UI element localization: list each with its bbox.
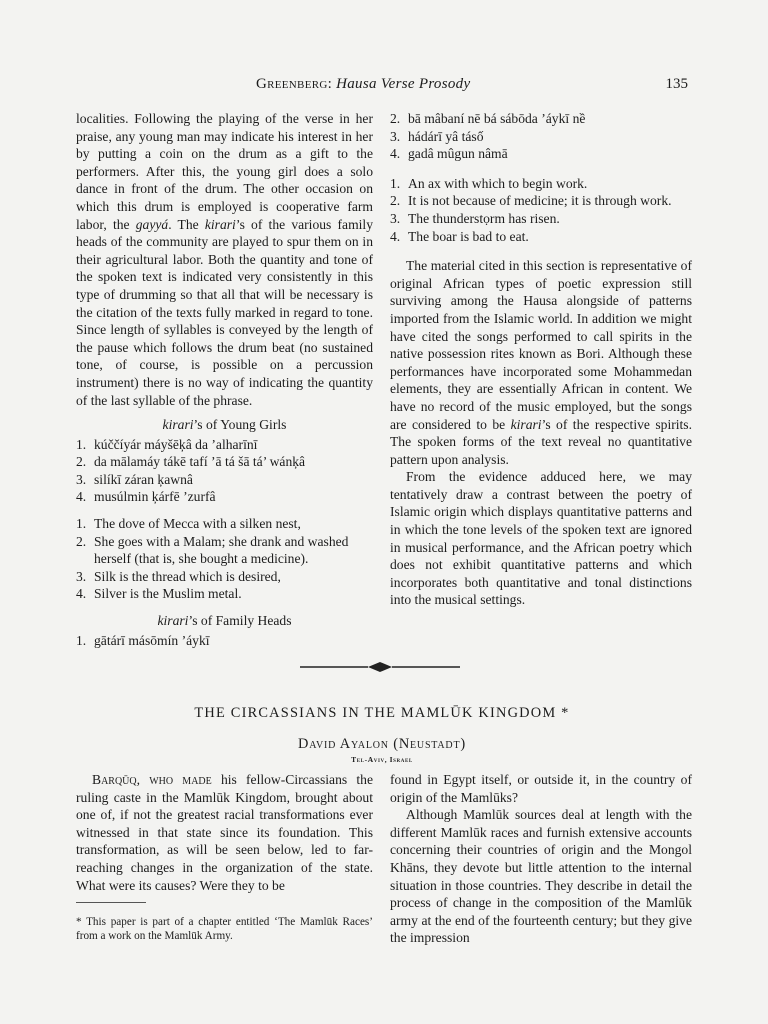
list-item	[76, 471, 373, 489]
list-number: 2.	[76, 533, 87, 549]
list-item	[76, 632, 373, 650]
list-text: kúččíyár máyšēķâ da ’alharīnī	[94, 436, 258, 452]
list-number: 4.	[390, 228, 401, 244]
list-text: gātárī másōmín ’áykī	[94, 632, 210, 648]
body-paragraph	[76, 110, 373, 409]
list-item	[76, 436, 373, 454]
list-item	[76, 488, 373, 506]
heading-term: kirari	[157, 613, 189, 629]
paragraph-text: ’s of the respective spirits. The spoken forms of the text reveal no quantitative pattern upon analysis.	[390, 416, 692, 467]
list-number: 4.	[390, 146, 401, 162]
list-item	[76, 568, 373, 586]
english-translation-list	[76, 515, 373, 603]
list-number: 3.	[390, 128, 401, 144]
list-number: 3.	[76, 471, 87, 487]
list-number: 4.	[76, 489, 87, 505]
body-paragraph: Although Mamlūk sources deal at length with the different Mamlūk races and furnish extensive accounts concerning their countries of origin and the Mongol Khāns, they devote but little attention to the internal situation in those countries. They describe in detail the process of change in the composition of the Mamlūk army at the end of the fourteenth century; but they give the impression	[390, 807, 692, 946]
list-item	[76, 533, 373, 568]
list-item	[76, 585, 373, 603]
paragraph-text: . The	[168, 216, 205, 232]
list-item	[390, 210, 692, 228]
list-number: 2.	[76, 454, 87, 470]
footnote-rule	[76, 902, 146, 903]
list-number: 3.	[390, 210, 401, 226]
list-text: The boar is bad to eat.	[408, 228, 529, 244]
list-text: She goes with a Malam; she drank and washed herself (that is, she bought a medicine).	[94, 533, 349, 567]
body-paragraph	[390, 257, 692, 468]
list-text: Silver is the Muslim metal.	[94, 586, 242, 602]
body-paragraph: found in Egypt itself, or outside it, in the country of origin of the Mamlūks?	[390, 772, 692, 805]
list-number: 3.	[76, 568, 87, 584]
list-number: 1.	[76, 516, 87, 532]
hausa-verse-list-continued	[390, 110, 692, 163]
list-text: The thunderstọrm has risen.	[408, 210, 560, 226]
paragraph-text: localities. Following the playing of the verse in her praise, any young man may indicate his interest in her by putting a coin on the drum as a gift to the performers. After this, the young girl does a solo dance in front of the drum. The other occasion on which this drum is employed is cooperative farm labor, the	[76, 111, 373, 232]
family-verse-list	[76, 632, 373, 650]
section-heading-young-girls	[76, 416, 373, 434]
left-column-lower	[76, 771, 373, 894]
left-column-upper	[76, 110, 373, 649]
hausa-verse-list	[76, 436, 373, 506]
list-number: 4.	[76, 586, 87, 602]
term-kirari: kirari	[204, 216, 236, 232]
list-number: 1.	[76, 436, 87, 452]
list-item	[390, 145, 692, 163]
list-text: da mālamáy tákē tafí ’ā tá šā tá’ wánķâ	[94, 454, 306, 470]
list-text: bā mâbaní nē bá sábōda ’áykī nề	[408, 111, 586, 126]
heading-text: ’s of Family Heads	[188, 613, 292, 629]
article-title: THE CIRCASSIANS IN THE MAMLŪK KINGDOM *	[194, 705, 570, 721]
list-text: gadâ mûgun nâmā	[408, 146, 508, 162]
right-column-upper	[390, 110, 692, 609]
header-journal-title: Hausa Verse Prosody	[336, 76, 471, 92]
list-item	[390, 110, 692, 128]
list-number: 2.	[390, 111, 401, 126]
paragraph-text: The material cited in this section is representative of original African types of poetic expression still surviving among the Hausa alongside of patterns imported from the Islamic world. In addition we might have cited the songs performed to call spirits in the native possession rites known as Bori. Although these performances have incorporated some Mohammedan elements, they are essentially African in content. We have no record of the music employed, but the songs are considered to be	[390, 258, 692, 432]
article-affiliation: Tel-Aviv, Israel	[351, 755, 413, 764]
ornament-divider	[300, 660, 460, 674]
right-column-lower	[390, 771, 692, 947]
list-text: musúlmin ķárfē ’zurfâ	[94, 489, 216, 505]
page-number: 135	[665, 76, 688, 92]
running-header	[76, 76, 688, 98]
list-text: An ax with which to begin work.	[408, 175, 588, 191]
paragraph-text: his fellow-Circassians the ruling caste in the Mamlūk Kingdom, brought about one of, if not the greatest racial transformations ever witnessed in that state since its foundation. This transformation, as will be seen below, led to far-reaching changes in the organization of the state. What were its causes? Were they to be	[76, 772, 373, 893]
list-text: silíkī záran ķawnâ	[94, 471, 193, 487]
list-item	[76, 453, 373, 471]
english-translation-list-family	[390, 175, 692, 245]
list-text: hádárī yâ tásố	[408, 128, 484, 144]
heading-text: ’s of Young Girls	[193, 417, 287, 433]
body-paragraph: From the evidence adduced here, we may tentatively draw a contrast between the poetry of Islamic origin which displays quantitative patterns and in which the tone levels of the spoken text are ignored in musical performance, and the African poetry which does not exhibit quantitative patterns and which incorporates both quantitative and tonal distinctions into the musical settings.	[390, 469, 692, 608]
body-paragraph	[76, 771, 373, 894]
section-heading-family-heads	[76, 612, 373, 630]
list-item	[76, 515, 373, 533]
list-text: The dove of Mecca with a silken nest,	[94, 516, 301, 532]
heading-term: kirari	[162, 417, 194, 433]
list-text: It is not because of medicine; it is through work.	[408, 193, 672, 209]
list-number: 2.	[390, 193, 401, 209]
paragraph-text: ’s of the various family heads of the community are played to spur them on in their agricultural labor. Both the quantity and tone of the spoken text is indicated very consistently in this type of drumming so that all that will be necessary is the citation of the texts fully marked in regard to tone. Since length of syllables is conveyed by the length of the pause which follows the drum beat (no sustained tone, of course, is possible on a percussion instrument) there is no way of indicating the quantity of the last syllable of the phrase.	[76, 216, 373, 408]
list-item	[390, 128, 692, 146]
header-separator: :	[327, 76, 337, 92]
running-title	[256, 76, 470, 93]
list-item	[390, 228, 692, 246]
list-number: 1.	[390, 175, 401, 191]
ornament-diamond	[368, 662, 392, 672]
list-item	[390, 175, 692, 193]
list-text: Silk is the thread which is desired,	[94, 568, 281, 584]
list-number: 1.	[76, 632, 87, 648]
header-author: Greenberg	[256, 76, 328, 92]
list-item	[390, 192, 692, 210]
footnote: * This paper is part of a chapter entitled ‘The Mamlūk Races’ from a work on the Mamlūk Army.	[76, 916, 373, 943]
term-gayya: gayyá	[135, 216, 169, 232]
article-author: David Ayalon (Neustadt)	[298, 736, 466, 752]
term-kirari: kirari	[510, 416, 542, 432]
lead-words: Barqūq, who made	[92, 772, 212, 787]
